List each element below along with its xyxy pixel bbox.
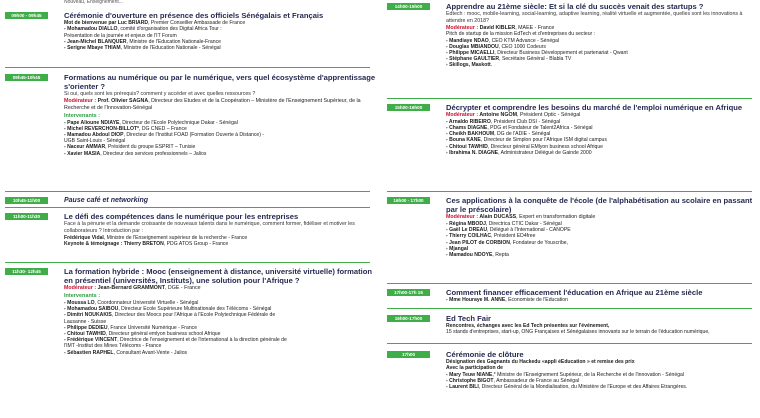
speaker-line: - Christophe BIGOT, Ambassadeur de France au Sénégal	[446, 377, 580, 384]
speakers-label: Intervenants :	[64, 112, 101, 119]
top-fragment: Nouveau, Enseignement...	[64, 0, 123, 5]
speaker-line: Frédérique Vidal, Ministre de l'Enseignement supérieur de la recherche - France	[64, 234, 248, 241]
session-title: Comment financer efficacement l'éducation en Afrique au 21ème siècle	[446, 288, 703, 297]
speaker-line: Avec la participation de	[446, 365, 503, 372]
speaker-line: Désignation des Gagnants du Hackedu «appli éEducation » et remise des prix	[446, 359, 635, 366]
session-title: La formation hybride : Mooc (enseignement à distance, université virtuelle) formation en présentiel (universités, Instituts), une solution pour l'Afrique ?	[64, 267, 373, 286]
speaker-line: - Gaël Le DREAU, Délégué à l'International - CANOPE	[446, 227, 571, 234]
moderator-line: Modérateur : Jean-Bernard GRAMMONT, DGE - France	[64, 285, 201, 292]
speaker-line: - Bouna KANE, Directeur de Simplon pour l'Afrique ISM digital campus	[446, 137, 607, 144]
moderator-line: Modérateur : Alain DUCASS, Expert en transformation digitale	[446, 214, 596, 221]
divider	[387, 283, 752, 284]
speaker-line: - Chitoui TAWHID, Directeur général emlyon business school Afrique	[64, 331, 221, 338]
speaker-line: - Régina MBODJ, Directrica CTIC Dakar - Sénégal	[446, 220, 562, 227]
speaker-line: Mot de bienvenue par Luc BRIARD, Premier Conseiller Ambassade de France	[64, 20, 246, 27]
speaker-line: - Douglas MBIANDOU, CEO 1000 Codeurs	[446, 43, 546, 50]
speaker-line: - Naceur AMMAR, Président du groupe ESPRIT – Tunisie	[64, 144, 196, 151]
speaker-line: - Mohamadou SAIBOU, Directeur Ecole Supérieure Multinationale des Télécoms - Sénégal	[64, 306, 272, 313]
speaker-line: - Dimitri NOUKAKIS, Directeur des Moocs pour l'Afrique à l'Ecole Polytechnique Fédérale de	[64, 312, 276, 319]
session-title: Cérémonie de clôture	[446, 350, 524, 359]
divider	[387, 308, 752, 309]
time-badge: 17h00-17h 15	[387, 289, 430, 296]
speaker-line: Lausanne - Suisse	[64, 318, 107, 325]
time-badge: 16h00-17h00	[387, 315, 430, 322]
speaker-line: - Sébastien RAPHEL, Consultant Avant-Vente - Jalios	[64, 349, 188, 356]
session-description: Si oui, quels sont les prérequis? comment y accéder et avec quelles ressources ?	[64, 91, 256, 98]
speaker-line: - Xavier MASIA, Directeur des services professionnels – Jalios	[64, 150, 207, 157]
session-title: Formations au numérique ou par le numérique, vers quel écosystème d'apprentissage s'orienter ?	[64, 73, 376, 92]
speaker-line: l'IMT -Institut des Mines Télécoms - France	[64, 343, 162, 350]
speaker-line: - Moussa LO, Coordonnateur Université Virtuelle - Sénégal	[64, 300, 199, 307]
speaker-line: - Mamadou NDOYE, Repta	[446, 252, 509, 258]
speaker-line: - Philippe DEDIEU, France Université Numérique - France	[64, 324, 198, 331]
session-title: Le défi des compétences dans le numérique pour les entreprises	[64, 212, 299, 221]
speaker-line: - Mandiaye NDAO, CEO KTM Advance - Sénégal	[446, 37, 559, 44]
speaker-line: - Mjangal	[446, 245, 469, 252]
time-badge: 11h00-11h30	[5, 213, 48, 220]
session-title: Ed Tech Fair	[446, 314, 492, 323]
speaker-line: - Arnaldo RIBEIRO, Président Club DSI - Sénégal	[446, 118, 561, 125]
divider	[5, 191, 370, 192]
time-badge: 09h00 - 09h45	[5, 12, 48, 19]
time-badge: 16h00 - 17h00	[387, 197, 430, 204]
session-description: Face à la pénurie et la demande croissante de nouveaux talents dans le numérique, comment former, fidéliser et motiver les collaborateurs ? Introduction par :	[64, 221, 355, 234]
speaker-line: - Pape Alioune NDIAYE, Directeur de l'Ecole Polytechnique Dakar - Sénégal	[64, 119, 238, 126]
speaker-line: - Mary Teuw NIANE,* Ministre de l'Enseignement Supérieur, de la Recherche et de l'innovation - Sénégal	[446, 371, 684, 378]
divider	[387, 98, 752, 99]
speaker-line: UGB Saint-Louis - Sénégal	[64, 138, 126, 145]
speaker-line: Rencontres, échanges avec les Ed Tech présentes sur l'événement,	[446, 323, 610, 330]
time-badge: 09h45-10h45	[5, 74, 48, 81]
session-title: Décrypter et comprendre les besoins du marché de l'emploi numérique en Afrique	[446, 103, 743, 112]
speakers-label: Intervenants :	[64, 292, 101, 299]
speaker-line: - Cheikh BAKHOUM, DG de l'ADIE - Sénégal	[446, 131, 551, 138]
session-title: Apprendre au 21ème siècle: Et si la clé du succès venait des startups ?	[446, 2, 704, 11]
speaker-line: - Chams DIAGNE, PDG et Fondateur de Talent2Africa - Sénégal	[446, 125, 593, 132]
extra-line: Pitch de startup de la mission EdTech et d'entreprises du secteur :	[446, 31, 596, 38]
speaker-line: - Mohamadou DIALLO, comité d'organisation des Digital Africa Tour :	[64, 26, 222, 33]
time-badge: 15h00-16h00	[387, 104, 430, 111]
moderator-line: Modérateur : Antoine NGOM, Président Optic - Sénégal	[446, 112, 581, 119]
moderator-line: Modérateur : Prof. Olivier SAGNA, Directeur des Etudes et de la Coopération – Ministère de l'Enseignement Supérieur, de la Recherche et de l'Innovation-Sénégal	[64, 97, 361, 111]
divider	[5, 207, 370, 208]
speaker-line: - Thierry COILHAC, Président ED4free	[446, 233, 536, 240]
speaker-line: - Ibrahima N. DIAGNE, Administrateur Délégué de Gainde 2000	[446, 149, 592, 156]
session-description: Edtech : mooc, mobile-learning, social-learning, adaptive learning, réalité virtuelle et augmentée, quelles sont les innovations à attendre en 2018?	[446, 11, 743, 24]
moderator-line: Modérateur : David KIBLER, MAEE - France	[446, 24, 555, 31]
speaker-line: - Chitoui TAWHID, Directeur général EMlyon business school Afrique	[446, 143, 604, 150]
divider	[5, 262, 370, 263]
speaker-line: Présentation de la journée et enjeux de l'IT Forum	[64, 32, 177, 39]
speaker-line: Keynote & témoignage : Thierry BRETON, PDG ATOS Group - France	[64, 240, 229, 247]
time-badge: 11h30- 12h45	[5, 268, 48, 275]
speaker-line: - Frédérique VINCENT, Directrice de l'enseignement et de l'international à la direction générale de	[64, 337, 287, 344]
speaker-line: - Skillogs, Maskott.	[446, 62, 493, 69]
speaker-line: - Jean PILOT de CORBION, Fondateur de Youscribe,	[446, 239, 569, 246]
divider	[387, 343, 752, 344]
speaker-line: - Mme Houraye M. ANNE, Economiste de l'Education	[446, 297, 568, 304]
time-badge: 10h45-11h00	[5, 197, 48, 204]
speaker-line: - Serigne Mbaye THIAM, Ministre de l'Education Nationale - Sénégal	[64, 44, 221, 51]
session-title: Cérémonie d'ouverture en présence des officiels Sénégalais et Français	[64, 11, 324, 20]
speaker-line: 15 stands d'entreprises, start-up, ONG Françaises et Sénégalaises innovants sur le terrain de l'éducation numérique,	[446, 329, 710, 336]
speaker-line: - Stéphane GAULTIER, Secrétaire Général - Blabla TV	[446, 56, 572, 63]
time-badge: 17h00	[387, 351, 430, 358]
speaker-line: - Mamadou Abdoul DIOP, Directeur de l'Institut FOAD (Formation Ouverte à Distance) -	[64, 131, 265, 138]
time-badge: 14h00-15h00	[387, 3, 430, 10]
session-title: Pause café et networking	[64, 197, 149, 204]
speaker-line: - Jean-Michel BLANQUER, Ministre de l'Education Nationale-France	[64, 38, 221, 45]
divider	[5, 67, 370, 68]
speaker-line: - Laurent BILI, Directeur Général de la Mondialisation, du Ministère de l'Europe et des Affaires Etrangères.	[446, 383, 688, 390]
session-title: Ces applications à la conquête de l'école (de l'alphabétisation au scolaire en passant par le préscolaire)	[446, 196, 753, 215]
speaker-line: - Michel REVERCHON-BILLOT*, DG CNED – France	[64, 125, 187, 132]
speaker-line: - Philippe MICAELLI, Directeur Business Développement et partenariat - Qwant	[446, 50, 628, 57]
divider	[387, 191, 752, 192]
